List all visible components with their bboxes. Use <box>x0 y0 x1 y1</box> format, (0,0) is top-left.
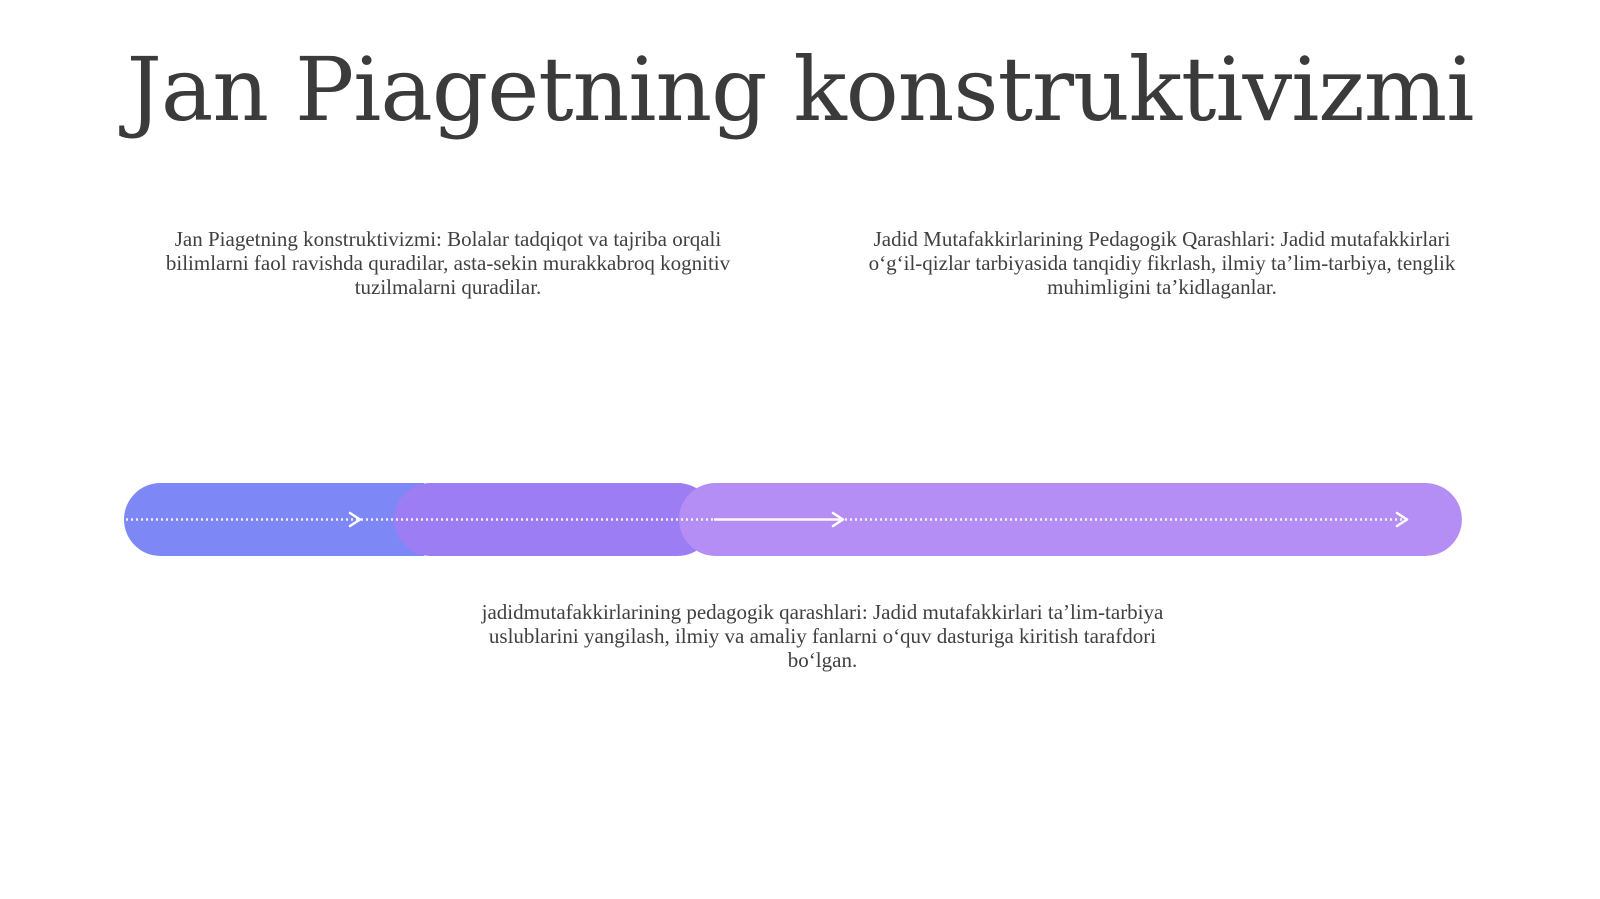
slide-title: Jan Piagetning konstruktivizmi <box>126 38 1474 141</box>
timeline-bar <box>124 483 1462 556</box>
timeline-item-3-text: jadidmutafakkirlarining pedagogik qarashlari: Jadid mutafakkirlari ta’lim-tarbiya uslublarini yangilash, ilmiy va amaliy fanlarni o‘quv dasturiga kiritish tarafdori bo‘lgan. <box>481 600 1164 672</box>
timeline-graphic <box>124 483 1462 556</box>
timeline-item-1-text: Jan Piagetning konstruktivizmi: Bolalar tadqiqot va tajriba orqali bilimlarni faol ravishda quradilar, asta-sekin murakkabroq kognitiv tuzilmalarni quradilar. <box>165 227 731 299</box>
timeline-item-2-text: Jadid Mutafakkirlarining Pedagogik Qarashlari: Jadid mutafakkirlari o‘g‘il-qizlar tarbiyasida tanqidiy fikrlash, ilmiy ta’lim-tarbiya, tenglik muhimligini ta’kidlaganlar. <box>868 227 1456 299</box>
timeline-segment-1 <box>124 483 424 556</box>
